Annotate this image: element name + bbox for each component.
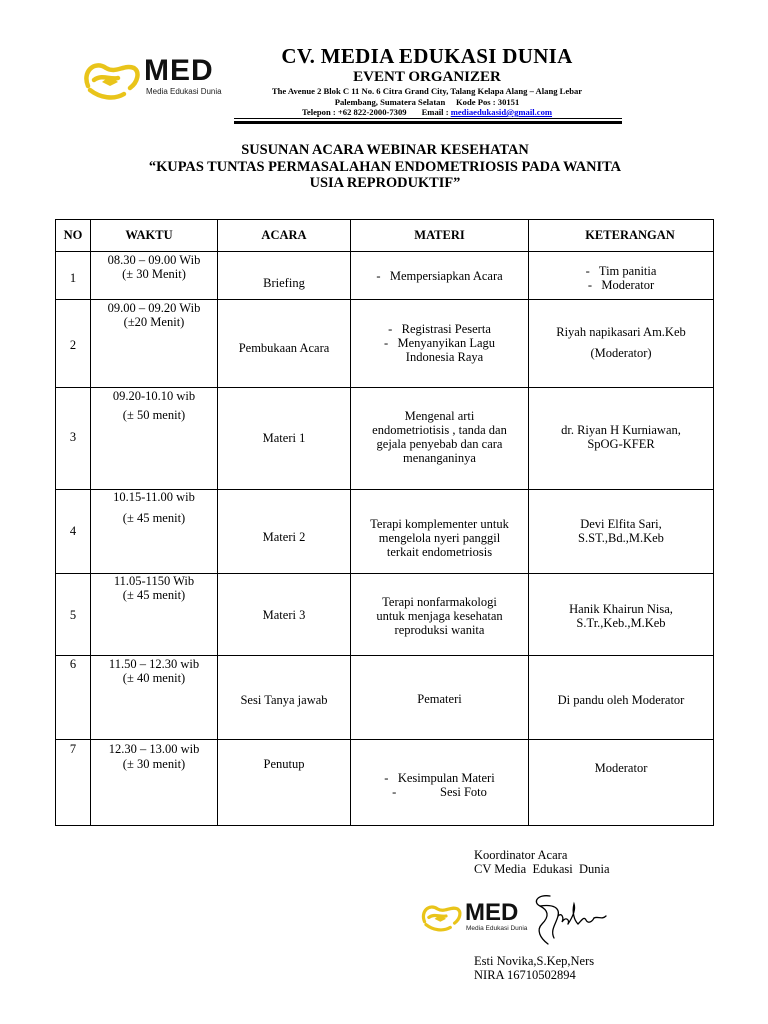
keterangan-content	[529, 322, 713, 364]
signer-name: Esti Novika,S.Kep,Ners	[474, 954, 595, 968]
cell-acara	[218, 252, 351, 300]
cell-keterangan	[529, 490, 714, 574]
email-link[interactable]: mediaedukasid@gmail.com	[450, 107, 553, 117]
cell-no	[56, 574, 91, 656]
materi-line: terkait endometriosis	[386, 545, 493, 559]
materi-line: - Kesimpulan Materi	[384, 771, 495, 785]
cell-materi	[351, 300, 529, 388]
cell-waktu	[91, 656, 218, 740]
table-row	[56, 490, 714, 574]
cell-materi	[351, 490, 529, 574]
address-line-1: The Avenue 2 Blok C 11 No. 6 Citra Grand City, Talang Kelapa Alang – Alang Lebar	[271, 86, 583, 96]
time-range: 11.50 – 12.30 wib	[108, 657, 200, 671]
time-duration: (± 30 Menit)	[122, 267, 186, 281]
cell-keterangan	[529, 388, 714, 490]
time-range: 12.30 – 13.00 wib	[108, 742, 200, 756]
time-range: 09.20-10.10 wib	[112, 389, 196, 403]
signature-org: CV Media Edukasi Dunia	[474, 862, 610, 876]
header-materi: MATERI	[351, 220, 529, 252]
keterangan-content	[529, 761, 713, 775]
keterangan-content	[529, 602, 713, 630]
time-range: 08.30 – 09.00 Wib	[107, 253, 201, 267]
materi-line: - Menyanyikan Lagu	[383, 336, 496, 350]
logo-mark-icon	[418, 896, 464, 936]
keterangan-line: Devi Elfita Sari,	[580, 517, 662, 531]
event-name: Pembukaan Acara	[238, 341, 330, 355]
cell-no	[56, 490, 91, 574]
row-number: 6	[69, 657, 77, 671]
row-number: 2	[69, 338, 77, 352]
logo-text: MED	[465, 899, 519, 926]
cell-waktu	[91, 490, 218, 574]
keterangan-content	[529, 517, 713, 545]
logo-subtext: Media Edukasi Dunia	[146, 87, 222, 96]
time-duration: (± 45 menit)	[122, 511, 186, 525]
cell-no	[56, 300, 91, 388]
row-number: 3	[69, 430, 77, 444]
materi-line: - Sesi Foto	[392, 785, 487, 799]
materi-content	[351, 409, 528, 465]
cell-waktu	[91, 388, 218, 490]
keterangan-line: Riyah napikasari Am.Keb	[556, 325, 686, 339]
keterangan-content	[529, 264, 713, 292]
logo-text: MED	[144, 54, 214, 87]
title-line-3: USIA REPRODUKTIF”	[309, 175, 461, 191]
header-waktu: WAKTU	[91, 220, 218, 252]
header-divider-thick	[234, 121, 622, 124]
row-number: 1	[69, 271, 77, 285]
row-number: 7	[69, 742, 77, 756]
event-name: Briefing	[263, 276, 305, 290]
materi-line: Terapi nonfarmakologi	[382, 595, 497, 609]
header-divider-thin	[234, 118, 622, 119]
cell-acara	[218, 388, 351, 490]
row-number: 5	[69, 608, 77, 622]
table-row	[56, 252, 714, 300]
keterangan-line: S.ST.,Bd.,M.Keb	[578, 531, 664, 545]
signature-role: Koordinator Acara	[474, 848, 568, 862]
cell-keterangan	[529, 656, 714, 740]
materi-content	[351, 692, 528, 706]
event-name: Materi 1	[262, 431, 306, 445]
table-row	[56, 388, 714, 490]
materi-line: - Registrasi Peserta	[388, 322, 491, 336]
cell-acara	[218, 300, 351, 388]
keterangan-line: - Moderator	[587, 278, 655, 292]
time-duration: (± 40 menit)	[122, 671, 186, 685]
cell-materi	[351, 252, 529, 300]
header-no: NO	[56, 220, 91, 252]
materi-content	[351, 771, 528, 799]
time-duration: (± 50 menit)	[122, 408, 186, 422]
cell-no	[56, 740, 91, 826]
table-row	[56, 656, 714, 740]
time-range: 10.15-11.00 wib	[113, 490, 195, 504]
materi-line: mengelola nyeri panggil	[378, 531, 501, 545]
company-subtitle: EVENT ORGANIZER	[353, 69, 501, 85]
materi-content	[351, 517, 528, 559]
table-row	[56, 574, 714, 656]
logo-mark-icon	[80, 50, 142, 106]
keterangan-line: SpOG-KFER	[587, 437, 655, 451]
cell-materi	[351, 574, 529, 656]
time-duration: (±20 Menit)	[123, 315, 185, 329]
signature-footer	[474, 954, 594, 982]
keterangan-line: S.Tr.,Keb.,M.Keb	[576, 616, 666, 630]
keterangan-line: - Tim panitia	[585, 264, 657, 278]
keterangan-line: Hanik Khairun Nisa,	[569, 602, 673, 616]
cell-waktu	[91, 740, 218, 826]
table-header-row	[56, 220, 714, 252]
time-range: 11.05-1150 Wib	[113, 574, 195, 588]
materi-line: Mengenal arti	[404, 409, 475, 423]
materi-content	[351, 322, 528, 364]
title-line-1: SUSUNAN ACARA WEBINAR KESEHATAN	[241, 142, 529, 158]
time-duration: (± 45 menit)	[122, 588, 186, 602]
cell-acara	[218, 740, 351, 826]
materi-line: Indonesia Raya	[405, 350, 484, 364]
cell-acara	[218, 490, 351, 574]
table-row	[56, 300, 714, 388]
cell-no	[56, 252, 91, 300]
title-line-2: “KUPAS TUNTAS PERMASALAHAN ENDOMETRIOSIS PADA WANITA	[148, 158, 622, 175]
keterangan-content	[529, 423, 713, 451]
schedule-table	[55, 219, 714, 826]
event-name: Materi 2	[262, 530, 306, 544]
materi-line: gejala penyebab dan cara	[376, 437, 503, 451]
cell-waktu	[91, 252, 218, 300]
contact-phone: Telepon : +62 822-2000-7309 Email :	[301, 107, 451, 117]
event-name: Penutup	[263, 757, 305, 771]
materi-line: - Mempersiapkan Acara	[376, 269, 503, 283]
company-name: CV. MEDIA EDUKASI DUNIA	[281, 44, 573, 68]
cell-materi	[351, 656, 529, 740]
cell-no	[56, 388, 91, 490]
table-row	[56, 740, 714, 826]
signer-nira: NIRA 16710502894	[474, 968, 576, 982]
materi-content	[351, 595, 528, 637]
cell-keterangan	[529, 740, 714, 826]
cell-materi	[351, 740, 529, 826]
cell-waktu	[91, 300, 218, 388]
handwritten-signature	[520, 890, 610, 950]
event-name: Sesi Tanya jawab	[240, 693, 328, 707]
materi-line: reproduksi wanita	[394, 623, 485, 637]
row-number: 4	[69, 524, 77, 538]
company-logo	[80, 50, 230, 106]
signature-header	[474, 848, 610, 876]
document-title	[90, 142, 680, 192]
keterangan-line: dr. Riyan H Kurniawan,	[561, 423, 681, 437]
keterangan-line: Di pandu oleh Moderator	[557, 693, 685, 707]
cell-acara	[218, 656, 351, 740]
keterangan-line: Moderator	[594, 761, 648, 775]
company-header	[232, 44, 622, 118]
cell-no	[56, 656, 91, 740]
cell-keterangan	[529, 300, 714, 388]
materi-line: Terapi komplementer untuk	[370, 517, 509, 531]
time-range: 09.00 – 09.20 Wib	[107, 301, 201, 315]
logo-subtext: Media Edukasi Dunia	[466, 925, 528, 932]
cell-waktu	[91, 574, 218, 656]
keterangan-content	[529, 693, 713, 707]
event-name: Materi 3	[262, 608, 306, 622]
materi-line: Pemateri	[417, 692, 462, 706]
header-keterangan: KETERANGAN	[529, 220, 714, 252]
keterangan-line: (Moderator)	[590, 346, 652, 360]
cell-materi	[351, 388, 529, 490]
materi-line: endometriotisis , tanda dan	[372, 423, 507, 437]
cell-acara	[218, 574, 351, 656]
header-acara: ACARA	[218, 220, 351, 252]
cell-keterangan	[529, 574, 714, 656]
time-duration: (± 30 menit)	[122, 757, 186, 771]
materi-line: untuk menjaga kesehatan	[376, 609, 503, 623]
contact-line	[232, 107, 622, 118]
materi-content	[351, 269, 528, 283]
address-line-2: Palembang, Sumatera Selatan Kode Pos : 30151	[334, 96, 520, 107]
materi-line: menanganinya	[403, 451, 476, 465]
cell-keterangan	[529, 252, 714, 300]
